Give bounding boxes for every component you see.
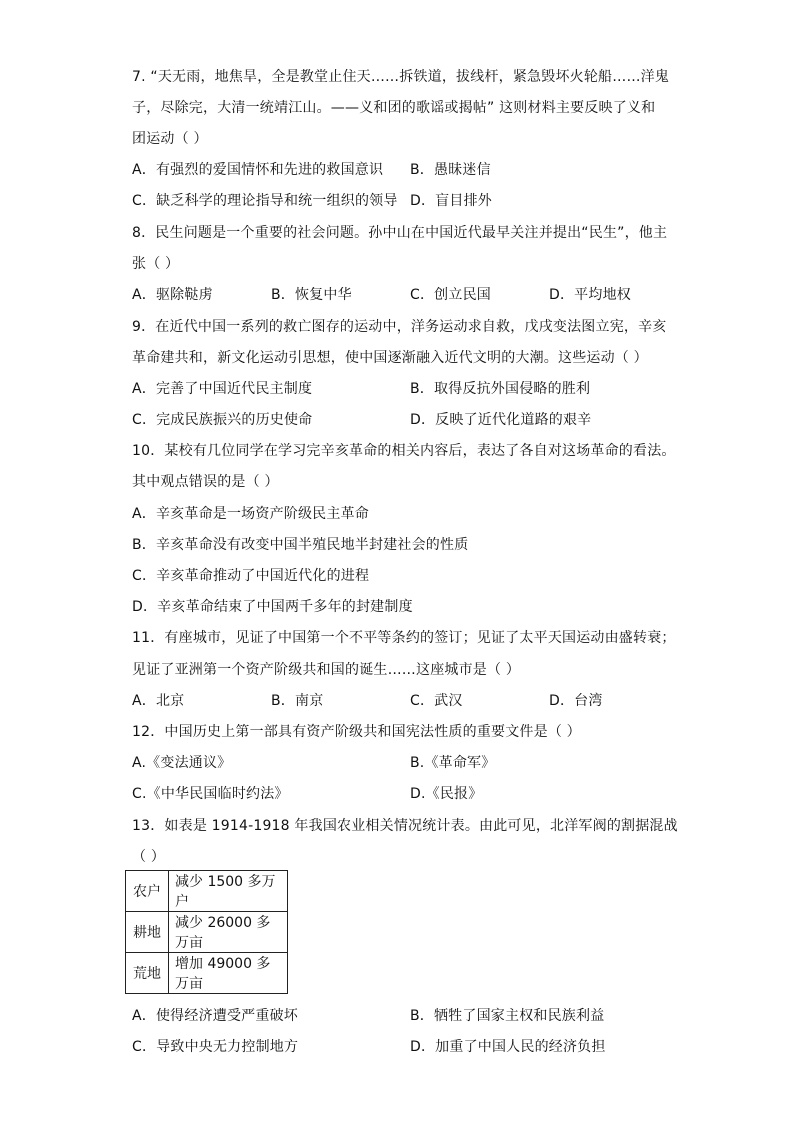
q8-stem-line1: 8．民生问题是一个重要的社会问题。孙中山在中国近代最早关注并提出“民生”，他主 [132, 225, 668, 241]
q9-option-a: A．完善了中国近代民主制度 [132, 381, 313, 397]
table-cell-key: 耕地 [126, 912, 169, 953]
q9-option-d: D．反映了近代化道路的艰辛 [410, 412, 592, 428]
q10-option-d: D．辛亥革命结束了中国两千多年的封建制度 [132, 599, 413, 615]
q11-stem-line2: 见证了亚洲第一个资产阶级共和国的诞生……这座城市是（ ） [132, 662, 521, 678]
q13-option-c: C．导致中央无力控制地方 [132, 1039, 299, 1055]
q10-stem-line1: 10．某校有几位同学在学习完辛亥革命的相关内容后，表达了各自对这场革命的看法。 [132, 443, 676, 459]
table-cell-key: 荒地 [126, 953, 169, 994]
table-cell-value: 减少 1500 多万户 [169, 871, 288, 912]
q11-option-d: D．台湾 [549, 693, 603, 709]
q7-stem-line1: 7. “天无雨，地焦旱，全是教堂止住天……拆铁道，拔线杆，紧急毁坏火轮船……洋鬼 [132, 69, 670, 85]
q7-option-d: D．盲目排外 [410, 193, 492, 209]
q7-option-c: C．缺乏科学的理论指导和统一组织的领导 [132, 193, 398, 209]
q13-stem-line1: 13．如表是 1914-1918 年我国农业相关情况统计表。由此可见，北洋军阀的割据混战 [132, 818, 678, 834]
q7-option-b: B．愚昧迷信 [410, 162, 491, 178]
q8-stem-line2: 张（ ） [132, 256, 180, 272]
q13-option-a: A．使得经济遭受严重破坏 [132, 1008, 298, 1024]
q8-option-d: D．平均地权 [549, 287, 631, 303]
q10-option-a: A．辛亥革命是一场资产阶级民主革命 [132, 506, 369, 522]
q10-stem-line2: 其中观点错误的是（ ） [132, 474, 279, 490]
table-cell-value: 增加 49000 多万亩 [169, 953, 288, 994]
table-row [126, 871, 288, 912]
q8-option-c: C．创立民国 [410, 287, 491, 303]
q8-option-a: A．驱除鞑虏 [132, 287, 213, 303]
q9-option-b: B．取得反抗外国侵略的胜利 [410, 381, 591, 397]
q12-option-a: A.《变法通议》 [132, 755, 232, 771]
q10-option-c: C．辛亥革命推动了中国近代化的进程 [132, 568, 370, 584]
q12-option-d: D.《民报》 [410, 786, 483, 802]
q7-stem-line2: 子，尽除完，大清一统靖江山。——义和团的歌谣或揭帖” 这则材料主要反映了义和 [132, 100, 656, 116]
q7-stem-line3: 团运动（ ） [132, 131, 208, 147]
q7-option-a: A．有强烈的爱国情怀和先进的救国意识 [132, 162, 384, 178]
q13-option-d: D．加重了中国人民的经济负担 [410, 1039, 606, 1055]
q8-option-b: B．恢复中华 [271, 287, 352, 303]
q12-option-b: B.《革命军》 [410, 755, 496, 771]
table-row [126, 912, 288, 953]
table-cell-value: 减少 26000 多万亩 [169, 912, 288, 953]
q12-option-c: C.《中华民国临时约法》 [132, 786, 289, 802]
q10-option-b: B．辛亥革命没有改变中国半殖民地半封建社会的性质 [132, 537, 469, 553]
q9-stem-line2: 革命建共和，新文化运动引思想，使中国逐渐融入近代文明的大潮。这些运动（ ） [132, 350, 648, 366]
q11-option-a: A．北京 [132, 693, 185, 709]
table-cell-key: 农户 [126, 871, 169, 912]
table-row [126, 953, 288, 994]
q9-stem-line1: 9．在近代中国一系列的救亡图存的运动中，洋务运动求自救，戊戌变法图立宪，辛亥 [132, 319, 667, 335]
agriculture-stats-table [125, 870, 288, 994]
q13-option-b: B．牺牲了国家主权和民族利益 [410, 1008, 605, 1024]
q13-stem-line2: （ ） [132, 849, 166, 865]
q11-option-c: C．武汉 [410, 693, 463, 709]
q11-stem-line1: 11．有座城市，见证了中国第一个不平等条约的签订；见证了太平天国运动由盛转衰； [132, 630, 676, 646]
q9-option-c: C．完成民族振兴的历史使命 [132, 412, 313, 428]
q11-option-b: B．南京 [271, 693, 324, 709]
q12-stem-line1: 12．中国历史上第一部具有资产阶级共和国宪法性质的重要文件是（ ） [132, 724, 581, 740]
